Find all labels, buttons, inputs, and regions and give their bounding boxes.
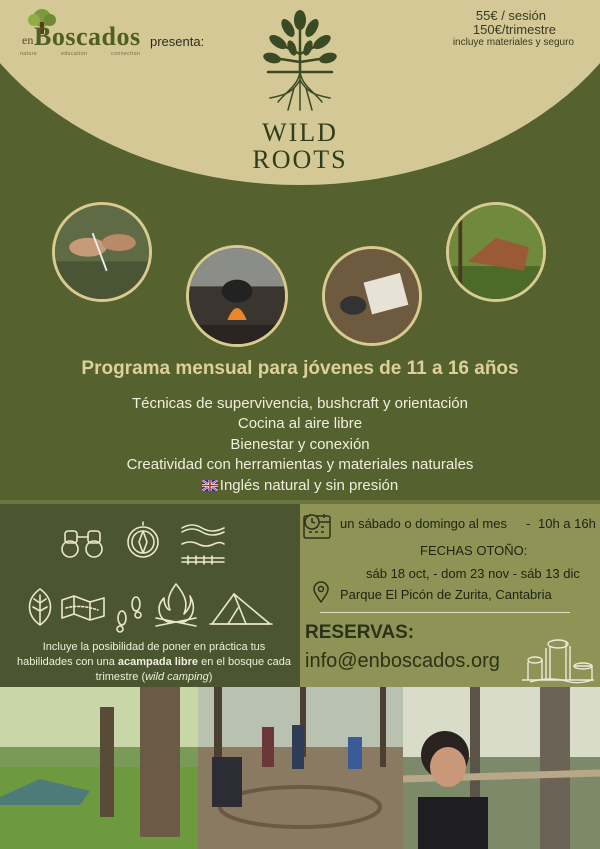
- topic-creativity: Creatividad con herramientas y materiales naturales: [126, 456, 474, 473]
- topic-cooking: Cocina al aire libre: [237, 415, 363, 432]
- tent-icon: [208, 590, 274, 628]
- title-line2: ROOTS: [252, 145, 348, 174]
- campfire-icon: [150, 580, 202, 632]
- compass-icon: [125, 520, 161, 560]
- dates-list: sáb 18 oct, - dom 23 nov - sáb 13 dic: [366, 566, 580, 581]
- photo-map-compass: [322, 246, 422, 346]
- calendar-icon: [302, 512, 332, 540]
- tree-stumps-icon: [520, 636, 596, 686]
- map-icon: [60, 594, 106, 622]
- photo-hands-knot: [52, 202, 152, 302]
- camping-text-3: ): [208, 671, 213, 683]
- leaf-icon: [24, 587, 56, 627]
- photo-forest-camp: [0, 687, 198, 849]
- brand-tagline: nature education connection: [20, 51, 141, 57]
- price-includes: incluye materiales y seguro: [452, 37, 574, 48]
- brand-prefix: en: [22, 33, 34, 47]
- price-per-session: 55€ / sesión: [475, 8, 546, 23]
- title-line1: WILD: [262, 118, 338, 147]
- uk-flag-icon: [202, 480, 218, 491]
- location-pin-icon: [312, 581, 330, 603]
- topic-english-label: Inglés natural y sin presión: [219, 477, 399, 494]
- topic-english: [0, 477, 600, 494]
- dates-heading: FECHAS OTOÑO:: [420, 543, 528, 558]
- photo-campfire-pot: [186, 245, 288, 347]
- price-per-term: 150€/trimestre: [472, 22, 556, 37]
- schedule-days: un sábado o domingo al mes: [340, 516, 507, 531]
- schedule-separator: [320, 612, 570, 613]
- schedule-dash: -: [526, 516, 531, 531]
- bottom-photo-strip: [0, 687, 600, 849]
- presenta-label: presenta:: [150, 34, 205, 49]
- photo-tarp-shelter: [446, 202, 546, 302]
- location-text: Parque El Picón de Zurita, Cantabria: [340, 587, 552, 602]
- reservas-label: RESERVAS:: [305, 622, 415, 643]
- camping-text-italic: wild camping: [145, 671, 209, 683]
- camping-text-2: en el bosque cada trimestre (: [95, 656, 291, 683]
- rope-icon: [180, 520, 226, 566]
- binoculars-icon: [60, 525, 106, 561]
- email-link[interactable]: info@enboscados.org: [305, 650, 500, 672]
- topic-wellbeing: Bienestar y conexión: [230, 436, 370, 453]
- topic-survival: Técnicas de supervivencia, bushcraft y orientación: [131, 395, 468, 412]
- camping-text-1: Incluye la posibilidad de poner en práctica tus habilidades con una: [17, 641, 266, 668]
- photo-boy-building: [403, 687, 600, 849]
- schedule-hours: 10h a 16h: [538, 516, 596, 531]
- tree-roots-icon: [258, 10, 342, 115]
- photo-kids-shelter: [198, 687, 403, 849]
- program-heading: Programa mensual para jóvenes de 11 a 16 años: [81, 358, 519, 379]
- camping-info: [14, 640, 294, 685]
- footprints-icon: [110, 592, 150, 634]
- brand-name: Boscados: [34, 22, 141, 51]
- camping-text-bold: acampada libre: [117, 656, 199, 668]
